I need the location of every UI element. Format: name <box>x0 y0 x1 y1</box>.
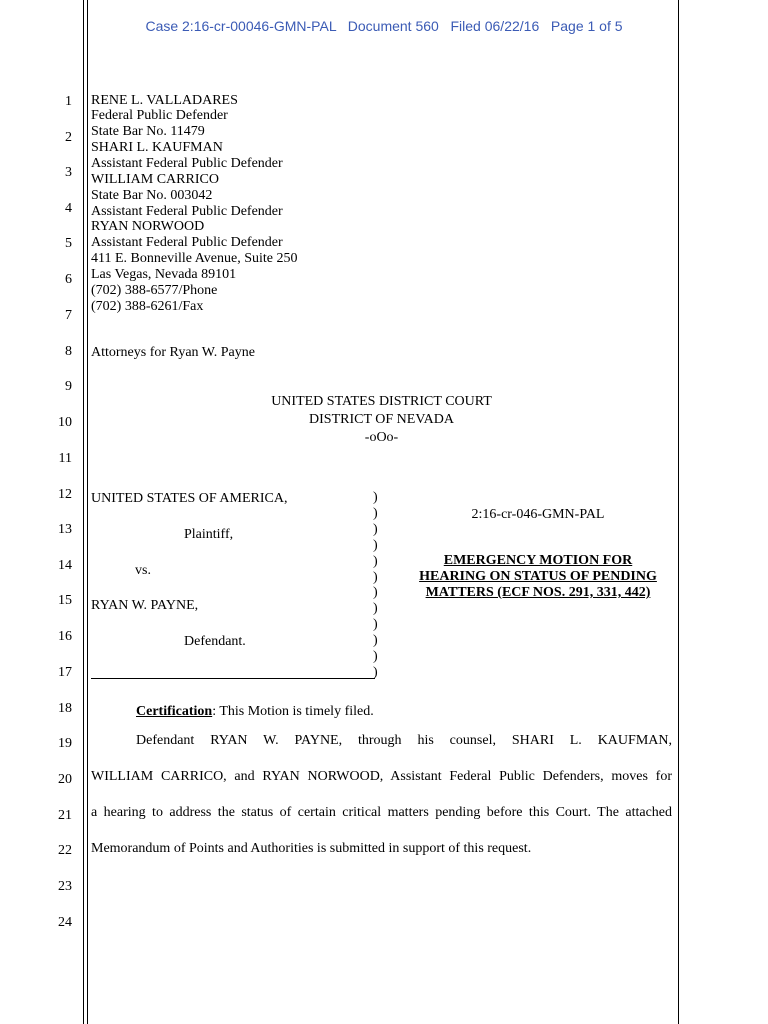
line-number: 20 <box>58 772 72 787</box>
left-margin-rule-outer <box>83 0 84 1024</box>
counsel-line: Assistant Federal Public Defender <box>91 235 283 250</box>
line-number: 7 <box>65 308 72 323</box>
line-number: 3 <box>65 165 72 180</box>
counsel-line: RYAN NORWOOD <box>91 219 205 234</box>
line-number: 23 <box>58 879 72 894</box>
line-number: 5 <box>65 236 72 251</box>
line-number: 11 <box>58 451 72 466</box>
line-number: 19 <box>58 736 72 751</box>
line-number: 2 <box>65 130 72 145</box>
court-mark: -oOo- <box>364 430 399 445</box>
filed-date: Filed 06/22/16 <box>450 18 540 34</box>
line-number: 9 <box>65 379 72 394</box>
line-number: 6 <box>65 272 72 287</box>
certification-text: : This Motion is timely filed. <box>212 704 374 719</box>
attorneys-for: Attorneys for Ryan W. Payne <box>91 345 255 360</box>
line-number: 13 <box>58 522 72 537</box>
body-line: a hearing to address the status of certain critical matters pending before this Court. The attached <box>91 805 672 820</box>
defendant-role: Defendant. <box>184 634 246 649</box>
line-number: 21 <box>58 808 72 823</box>
counsel-line: 411 E. Bonneville Avenue, Suite 250 <box>91 251 298 266</box>
case-number: 2:16-cr-046-GMN-PAL <box>471 507 605 522</box>
motion-title-line: HEARING ON STATUS OF PENDING <box>419 569 657 584</box>
body-line: Memorandum of Points and Authorities is submitted in support of this request. <box>91 841 532 856</box>
counsel-line: SHARI L. KAUFMAN <box>91 140 223 155</box>
line-number: 8 <box>65 344 72 359</box>
motion-title-line: MATTERS (ECF NOS. 291, 331, 442) <box>425 585 651 600</box>
page-count: Page 1 of 5 <box>550 18 623 34</box>
body-line: WILLIAM CARRICO, and RYAN NORWOOD, Assistant Federal Public Defenders, moves for <box>91 769 672 784</box>
line-number: 24 <box>58 915 72 930</box>
line-number: 12 <box>58 487 72 502</box>
ecf-header <box>0 18 768 34</box>
line-number: 14 <box>58 558 72 573</box>
certification-line <box>136 704 374 720</box>
certification-label: Certification <box>136 704 213 719</box>
counsel-line: Assistant Federal Public Defender <box>91 156 283 171</box>
counsel-line: State Bar No. 11479 <box>91 124 205 139</box>
court-name: UNITED STATES DISTRICT COURT <box>271 394 492 409</box>
right-margin-rule <box>678 0 679 1024</box>
line-number: 17 <box>58 665 72 680</box>
line-number: 15 <box>58 593 72 608</box>
caption-underline <box>91 678 375 679</box>
caption-parentheses: ) ) ) ) ) ) ) ) ) ) ) ) <box>373 490 378 680</box>
counsel-line: WILLIAM CARRICO <box>91 172 219 187</box>
counsel-line: State Bar No. 003042 <box>91 188 213 203</box>
versus: vs. <box>135 563 151 578</box>
line-number: 22 <box>58 843 72 858</box>
line-number: 4 <box>65 201 72 216</box>
counsel-line: RENE L. VALLADARES <box>91 93 238 108</box>
plaintiff-role: Plaintiff, <box>184 527 234 542</box>
counsel-line: (702) 388-6577/Phone <box>91 283 218 298</box>
counsel-line: Assistant Federal Public Defender <box>91 204 283 219</box>
document-number: Document 560 <box>347 18 439 34</box>
court-district: DISTRICT OF NEVADA <box>309 412 454 427</box>
counsel-line: (702) 388-6261/Fax <box>91 299 204 314</box>
defendant-name: RYAN W. PAYNE, <box>91 598 199 613</box>
case-number-header: Case 2:16-cr-00046-GMN-PAL <box>145 18 337 34</box>
line-number: 1 <box>65 94 72 109</box>
left-margin-rule-inner <box>87 0 88 1024</box>
line-number: 18 <box>58 701 72 716</box>
motion-title-line: EMERGENCY MOTION FOR <box>443 553 633 568</box>
line-number: 10 <box>58 415 72 430</box>
counsel-line: Federal Public Defender <box>91 108 228 123</box>
counsel-line: Las Vegas, Nevada 89101 <box>91 267 237 282</box>
line-number: 16 <box>58 629 72 644</box>
plaintiff-name: UNITED STATES OF AMERICA, <box>91 491 288 506</box>
body-line: Defendant RYAN W. PAYNE, through his counsel, SHARI L. KAUFMAN, <box>136 733 672 748</box>
